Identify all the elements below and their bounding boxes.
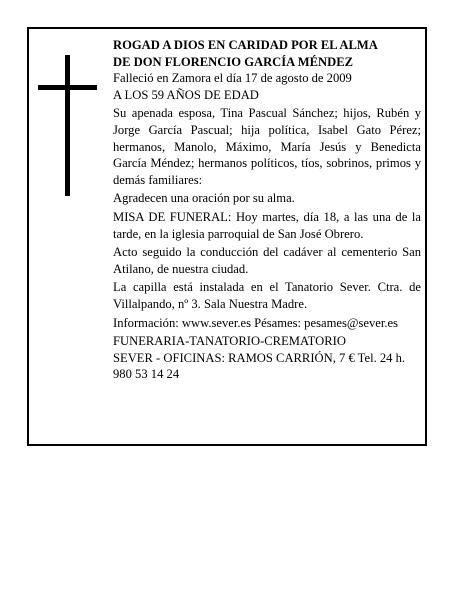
cross-horizontal-bar <box>38 85 97 90</box>
died-line: Falleció en Zamora el día 17 de agosto de 2009 <box>113 71 352 86</box>
prayer-line: Agradecen una oración por su alma. <box>113 191 295 206</box>
company-line: FUNERARIA-TANATORIO-CREMATORIO <box>113 334 346 349</box>
cross-vertical-bar <box>65 55 70 196</box>
heading-line-1: ROGAD A DIOS EN CARIDAD POR EL ALMA <box>113 38 378 52</box>
info-paragraph: Información: www.sever.es Pésames: pesames@sever.es <box>113 315 398 330</box>
heading-line-2: DE DON FLORENCIO GARCÍA MÉNDEZ <box>113 54 354 69</box>
burial-paragraph: Acto seguido la conducción del cadáver al cementerio San Atilano, de nuestra ciudad. <box>113 245 421 276</box>
family-paragraph: Su apenada esposa, Tina Pascual Sánchez; hijos, Rubén y Jorge García Pascual; hija política, Isabel Gato Pérez; hermanos, Manolo, Máximo, María Jesús y Benedicta García Méndez; hermanos políticos, tíos, sobrinos, primos y demás familiares: <box>113 106 421 187</box>
funeral-paragraph: MISA DE FUNERAL: Hoy martes, día 18, a las una de la tarde, en la iglesia parroquial de San José Obrero. <box>113 209 421 241</box>
offices-line: SEVER - OFICINAS: RAMOS CARRIÓN, 7 € Tel. 24 h. 980 53 14 24 <box>113 350 406 382</box>
chapel-paragraph: La capilla está instalada en el Tanatorio Sever. Ctra. de Villalpando, nº 3. Sala Nuestra Madre. <box>113 280 421 311</box>
age-line: A LOS 59 AÑOS DE EDAD <box>113 87 259 102</box>
obituary-text <box>113 37 421 385</box>
